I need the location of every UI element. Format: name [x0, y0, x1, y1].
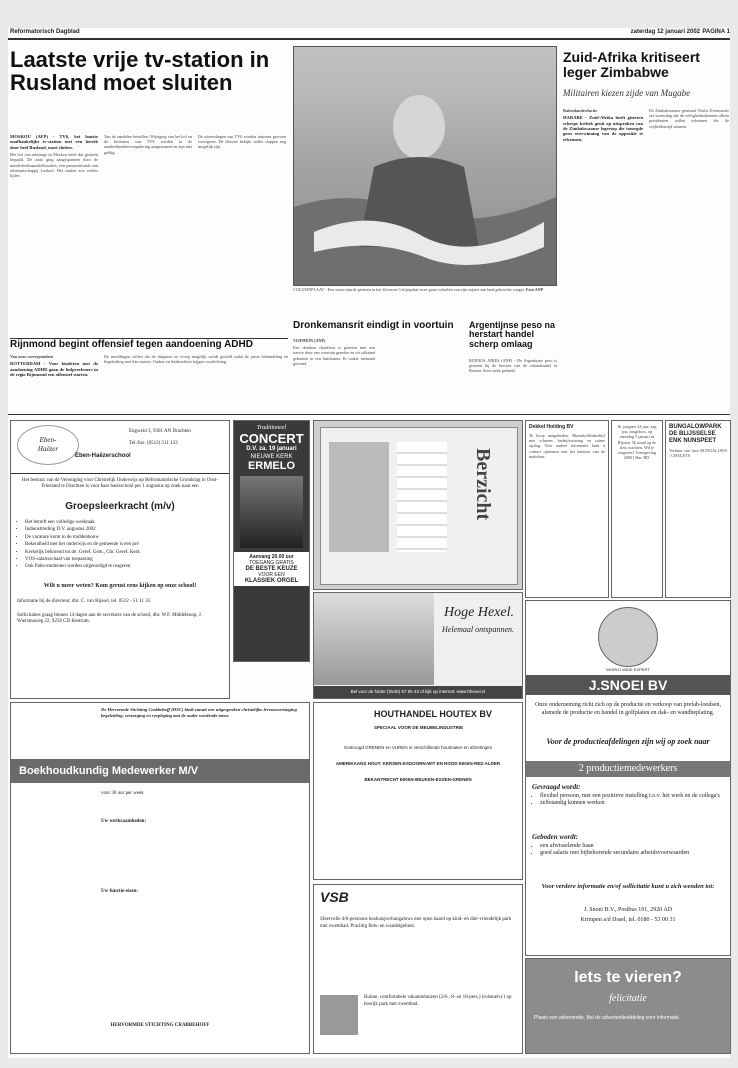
school-bullet-item: • Kerkelijk behorend tot de: Geref. Gem., Chr. Geref. Kerk	[25, 549, 230, 556]
school-bullet-item: • Ook Pabo-studenten worden uitgenodigd te reageren	[25, 563, 230, 570]
article-lead-tv6: MOSKOU (AFP) - TV6, het laatste onafhankelijke tv-station met een bereik door heel Rusland, moet sluiten.	[10, 134, 98, 150]
concert-label: Traditioneel	[256, 425, 287, 431]
ad-iets-te-vieren	[525, 958, 731, 1054]
school-bullet-item: • Bekendheid met het onderwijs en de gemeente is een pré	[25, 541, 230, 548]
snoei-requested-title: Gevraagd wordt:	[532, 783, 581, 791]
fisherman-illustration	[294, 47, 556, 285]
newspaper-page	[8, 28, 730, 1058]
article-body-zimbabwe-col2	[649, 108, 729, 408]
concert-town: ERMELO	[247, 460, 296, 472]
snoei-address-1: J. Snoei B.V., Postbus 191, 2920 AD	[583, 907, 673, 913]
school-info: Informatie bij de directeur, dhr. C. van Rijssel, tel. 0512 - 51 11 33	[17, 599, 151, 604]
snoei-intro: Onze onderneming richt zich op de productie en verkoop van prefab-loodsen, alsmede de productie en handel in golfplaten en dak- en wandbeplating.	[534, 702, 722, 716]
school-phone: Tel./fax: (0512) 511 133	[129, 441, 178, 446]
article-subtitle-zimbabwe: Militairen kiezen zijde van Mugabe	[563, 88, 691, 98]
ad-concert	[233, 420, 310, 662]
ad-houthandel	[313, 702, 523, 880]
houthandel-name: HOUTHANDEL HOUTEX BV	[374, 709, 492, 719]
snoei-requested-list	[532, 793, 730, 807]
ad-holding	[525, 420, 609, 598]
school-ad-rule	[11, 473, 229, 474]
crabbehoff-tasks-title: Uw werkzaamheden:	[101, 819, 147, 824]
crabbehoff-profile-title: Uw functie-eisen:	[101, 889, 139, 894]
school-apply: Sollicitaties graag binnen 14 dagen aan de secretaris van de school, dhr. W.F. Middelkoop, J. Wiersmaweg 22, 9258 CD Kestrum.	[17, 613, 203, 625]
world-globe-icon	[598, 607, 658, 667]
vieren-title: Iets te vieren?	[574, 969, 682, 986]
fisherman-photo	[293, 46, 557, 286]
concert-venue: NIEUWE KERK	[250, 454, 293, 460]
page-number: PAGINA 1	[702, 29, 730, 35]
article-title-argentina: Argentijnse peso na herstart handel scherp omlaag	[469, 320, 556, 349]
article-body-dronkemansrit-col1	[293, 338, 375, 408]
snoei-badge: WORLD WIDE EXPERT	[606, 667, 650, 672]
snoei-requested-item: • flexibel persoon, met een positieve instelling t.o.v. het werk en de collega's	[540, 793, 730, 800]
rijnmond-byline: Van onze correspondent	[10, 354, 54, 359]
school-address: Engweid 3, 9301 AN Drachten	[129, 429, 191, 434]
concert-date: D.V. za. 19 januari	[246, 446, 297, 452]
photo-caption-text: COLUMNPLAAT - Een visser tuurde gisteren in het Zeeuwse Colijnsplaat twee grote schoffen van zijn zojuist aan land gebrachte vangst.	[293, 287, 525, 292]
concert-slogan-2: VOOR EEN	[258, 572, 285, 578]
snoei-logo: J.SNOEI BV	[526, 675, 730, 695]
houthandel-line-2: AMERIKAANS HOUT: KERSEN-ESDOORN-WIT EN ROOD EIKEN-RED ALDER	[335, 761, 501, 766]
holding-name: Dekkel Holding BV	[529, 424, 574, 430]
concert-info-panel	[234, 552, 309, 586]
article-text-zimbabwe: De Zimbabwaanse generaal Vitalis Zvinavashe zei woensdag dat de veiligheidsdiensten alleen presidenten zullen erkennen die de vrijheidsstrijd steunen.	[649, 108, 729, 129]
photo-caption	[293, 287, 555, 313]
school-question: Wilt u meer weten? Kom gerust eens kijken op onze school!	[43, 583, 197, 589]
houthandel-line-1: Gedroogd GRENEN en VUREN in verschillende houtmaten en afmetingen	[343, 745, 493, 750]
snoei-apply-title: Voor verdere informatie en/of sollicitatie kunt u zich wenden tot:	[541, 883, 715, 890]
article-body-tv6-col2	[104, 134, 192, 344]
article-body-tv6-col1	[10, 134, 98, 344]
snoei-requested-item: • zelfstandig kunnen werken	[540, 800, 730, 807]
bungalowpark-text: Verhuur van luxe BUNGALOWS / CHALETS	[669, 448, 727, 459]
houthandel-sub: SPECIAAL VOOR DE MEUBELINDUSTRIE	[374, 725, 464, 730]
crabbehoff-org: HERVORMDE STICHTING CRABBEHOFF	[110, 1023, 210, 1028]
section-name: Reformatorisch Dagblad	[10, 29, 80, 35]
school-name: Eben-Haëzerschool	[75, 453, 131, 459]
website-window	[320, 427, 518, 585]
ad-vsb	[313, 884, 523, 1054]
website-photo	[329, 442, 389, 552]
school-bullet-item: • Indiensttreding D.V. augustus 2002	[25, 526, 230, 533]
snoei-sub: Voor de productieafdelingen zijn wij op zoek naar	[546, 737, 710, 746]
school-bullet-item: • Het betreft een volledige weektaak	[25, 519, 230, 526]
article-body-tv6-col3	[198, 134, 286, 344]
snoei-address-2: Krimpen a/d IJssel, tel. 0180 - 53 00 31	[580, 917, 676, 923]
school-logo-line1: Eben-	[39, 436, 57, 444]
school-intro: Het bestuur van de Vereniging voor Christelijk Onderwijs op Reformatorische Grondslag in Oost-Friesland te Drachten is voor haar basisschool per 1 augustus op zoek naar een	[22, 478, 218, 490]
school-bullets	[17, 519, 230, 571]
vieren-text: Plaats een advertentie. Bel de advertentieafdeling voor informatie.	[534, 1015, 681, 1021]
article-text-tv6-3: De uitzendingen van TV6 worden intussen gewoon voortgezet. De directie bekijkt welke stappen nog mogelijk zijn.	[198, 134, 286, 150]
hexel-photo	[314, 593, 434, 685]
crabbehoff-intro: De Hervormde Stichting Crabbehoff (HSC) biedt vanuit een uitgesproken christelijke levensovertuiging begeleiding, verzorging en verpleging aan de ouder wordende mens.	[101, 707, 297, 718]
ad-hoge-hexel	[313, 592, 523, 699]
ad-eben-haezer-school	[10, 420, 230, 699]
vsb-logo: VSB	[320, 889, 349, 905]
article-text-dronkemansrit: Een dronken chauffeur is gisteren met een tractor door een voortuin gereden en tot stilstand gekomen in een huiskamer. Er raakte niemand gewond.	[293, 345, 375, 366]
article-title-tv6: Laatste vrije tv-station in Rusland moet sluiten	[10, 47, 270, 96]
article-text-rijnmond: De instellingen willen dat de diagnose zo vroeg mogelijk wordt gesteld zodat de juiste behandeling en begeleiding snel kan starten. Ouders en leerkrachten krijgen voorlichting.	[104, 354, 288, 365]
houthandel-line-3: BEKANTRECHT EIKEN-BEUKEN-ESSEN-GRENEN	[364, 777, 472, 782]
concert-organ-image	[240, 476, 303, 548]
hexel-headline: Hoge Hexel.	[444, 605, 514, 620]
holding-text: Te koop aangeboden: Bloembollenbedrijf met schuren, bedrijfswoning en ruime opslag. Voor nadere informatie kunt u contact opnemen met het kantoor van de makelaar.	[529, 433, 605, 459]
concert-slogan-1: DE BESTE KEUZE	[245, 566, 298, 572]
dronkemansrit-dateline: VIJFHEIN (ANP)	[293, 338, 326, 343]
vsb-text-1: Sfeervolle 4/6-persoons boshuisjes/bungalows met open haard op kind- en dier-vriendelijk park met zwembad. Prachtig fiets- en wandelgebied.	[320, 917, 512, 929]
snoei-offered-title: Geboden wordt:	[532, 833, 579, 841]
issue-date: zaterdag 12 januari 2002	[630, 29, 700, 35]
website-menu	[397, 442, 447, 552]
vsb-photo	[320, 995, 358, 1035]
vsb-text-2: Ruime, comfortabele vakantiehuizen (2/6-, 8- en 10-pers.) (rolstoelvr.) op bosrijk park met zwembad.	[364, 995, 512, 1007]
article-body-zimbabwe-col1	[563, 108, 643, 408]
snoei-offered-list	[532, 843, 730, 857]
personal-text: Ik, jongens 24 jaar, zag jou, zangeloos, op zaterdag 5 januari in Rijssen. Ik stond op de fiets wachten. Wil je reageren? Vormgeving 20001 Bur. RD.	[617, 424, 657, 461]
bungalowpark-title: BUNGALOWPARK DE BLIJSSELSE ENK NUNSPEET	[669, 424, 722, 444]
article-title-zimbabwe: Zuid-Afrika kritiseert leger Zimbabwe	[563, 49, 700, 80]
concert-start: Aanvang 20.00 uur	[249, 554, 294, 560]
school-job-title: Groepsleerkracht (m/v)	[65, 501, 175, 512]
article-body-argentina	[469, 358, 557, 408]
ad-bungalowpark	[665, 420, 731, 598]
ads-divider-rule	[8, 414, 730, 415]
article-body-rijnmond-col1	[10, 354, 98, 410]
article-title-rijnmond: Rijnmond begint offensief tegen aandoening ADHD	[10, 339, 253, 350]
hexel-footer: Bel voor de folder (0546) 57 90 43 of kijk op internet: www.hhexel.nl	[314, 686, 522, 698]
article-text-tv6-1: Het hof van arbitrage in Moskou heeft dat gisteren bepaald. De zaak ging aangespannen door de minderheidsaandeelhouders, een pensioenfonds van oliemaatschappij Loekoil. Het station zou verlies lijden.	[10, 152, 98, 179]
article-title-dronkemansrit: Dronkemansrit eindigt in voortuin	[293, 320, 454, 331]
ad-snoei	[525, 600, 731, 956]
zimbabwe-dateline: Buitenlandredactie	[563, 108, 598, 113]
school-bullet-item: • VOS-salarisschaal van toepassing	[25, 556, 230, 563]
concert-slogan-3: KLASSIEK ORGEL	[244, 578, 299, 584]
snoei-offered-item: • een afwisselende baan	[540, 843, 730, 850]
article-body-dronkemansrit-col2	[380, 338, 462, 408]
concert-tickets: TOEGANG GRATIS	[249, 560, 294, 566]
crabbehoff-hours: voor 30 uur per week	[101, 791, 144, 796]
ad-crabbehoff	[10, 702, 310, 1054]
concert-title: CONCERT	[239, 431, 304, 446]
ad-school-website	[313, 420, 523, 590]
article-lead-rijnmond: ROTTERDAM - Voor kinderen met de aandoening ADHD gaan de hulpverleners in de regio Rijnmond een offensief starten.	[10, 361, 98, 378]
article-text-argentina: BUENOS AIRES (ANP) - De Argentijnse peso is gisteren bij de herstart van de valutahandel in Buenos Aires sterk gedaald.	[469, 358, 557, 374]
article-lead-zimbabwe: HARARE - Zuid-Afrika heeft gisteren scherpe kritiek geuit op uitspraken van de Zimbabwaanse legertop die toezegde geen overwinning van de oppositie te erkennen.	[563, 115, 643, 142]
website-title: Berzicht	[472, 448, 494, 521]
header-rule	[8, 38, 730, 40]
article-text-tv6-2: Van de aandelen bestellen. Wijziging van het hof en de besluiten van TV6 werden in de aandeelhoudersvergadering aangenomen en zijn niet geldig.	[104, 134, 192, 155]
crabbehoff-job: Boekhoudkundig Medewerker M/V	[11, 759, 309, 783]
school-bullet-item: • De vacature komt in de middenbouw	[25, 534, 230, 541]
vieren-sub: felicitatie	[609, 993, 647, 1004]
article-body-rijnmond-col2	[104, 354, 288, 410]
snoei-offered-item: • goed salaris met bijbehorende secundaire arbeidsvoorwaarden	[540, 850, 730, 857]
hexel-sub: Helemaal ontspannen.	[442, 625, 514, 634]
photo-credit: Foto ANP	[525, 287, 544, 292]
snoei-job: 2 productiemedewerkers	[526, 761, 730, 777]
school-logo	[17, 425, 79, 465]
school-logo-line2: Haëzer	[37, 445, 59, 453]
ad-personal	[611, 420, 663, 598]
